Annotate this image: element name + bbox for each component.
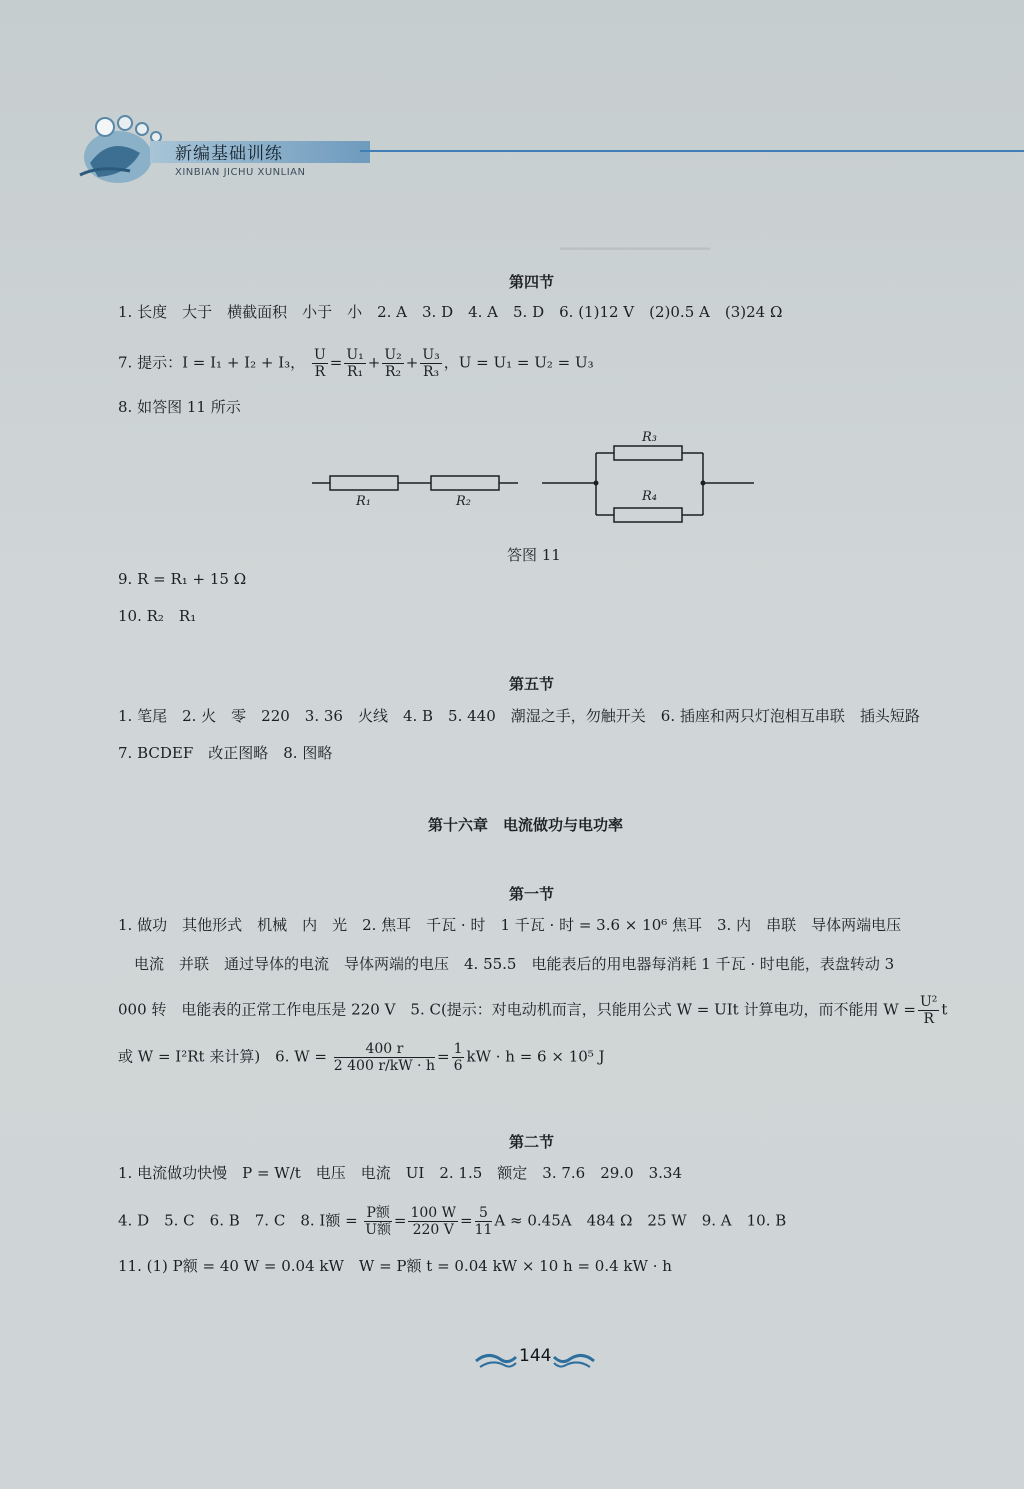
denominator: 11 <box>474 1222 493 1238</box>
numerator: U₃ <box>422 347 440 363</box>
denominator: R₂ <box>384 364 402 380</box>
label-r1: R₁ <box>356 494 371 509</box>
section-heading-2: 第二节 <box>509 1133 555 1151</box>
equals-sign: = <box>436 1047 450 1066</box>
numerator: 5 <box>475 1205 493 1222</box>
answer-text: A ≈ 0.45A 484 Ω 25 W 9. A 10. B <box>494 1211 787 1230</box>
resistor-r3-icon <box>614 446 682 460</box>
fraction <box>382 347 403 380</box>
page-number: 144 <box>519 1346 552 1366</box>
answer-line: 8. 如答图 11 所示 <box>118 398 241 416</box>
denominator: U额 <box>365 1222 392 1238</box>
junction-node-icon <box>701 481 706 486</box>
denominator: R <box>923 1011 934 1027</box>
denominator: R₁ <box>346 364 364 380</box>
answer-line: 1. 长度 大于 横截面积 小于 小 2. A 3. D 4. A 5. D 6. (1)12 V (2)0.5 A (3)24 Ω <box>118 303 783 321</box>
figure-caption: 答图 11 <box>507 546 561 564</box>
section-heading-1: 第一节 <box>509 885 555 903</box>
numerator: 100 W <box>410 1205 457 1221</box>
answer-text: t <box>941 1000 948 1019</box>
denominator: 2 400 r/kW · h <box>333 1058 435 1074</box>
numerator: U₁ <box>346 347 364 363</box>
header-rule <box>360 150 1024 152</box>
resistor-r2-icon <box>431 476 499 490</box>
label-r4: R₄ <box>642 489 657 504</box>
answer-text: 或 W = I²Rt 来计算) 6. W = <box>118 1047 328 1066</box>
section-heading-5: 第五节 <box>509 675 555 693</box>
hint-formula-voltage: ，U = U₁ = U₂ = U₃ <box>443 353 594 372</box>
denominator: R <box>314 364 326 380</box>
answer-line: 电流 并联 通过导体的电流 导体两端的电压 4. 55.5 电能表后的用电器每消耗 1 千瓦 · 时电能，表盘转动 3 <box>134 955 895 973</box>
page-number-ornament <box>470 1343 600 1373</box>
numerator: U² <box>920 994 938 1010</box>
answer-line: 1. 做功 其他形式 机械 内 光 2. 焦耳 千瓦 · 时 1 千瓦 · 时 = 3.6 × 10⁶ 焦耳 3. 内 串联 导体两端电压 <box>118 916 902 934</box>
answer-line: 1. 电流做功快慢 P = W/t 电压 电流 UI 2. 1.5 额定 3. 7.6 29.0 3.34 <box>118 1164 683 1182</box>
resistor-r4-icon <box>614 508 682 522</box>
answer-text: 4. D 5. C 6. B 7. C 8. I额 = <box>118 1211 358 1230</box>
answer-line: 4. D 5. C 6. B 7. C 8. I额 = $\frac{\text{P额}}{\text{U额}}$ = $\frac{100 W}{220 V}$ = $\frac{5}{11}$ A ≈ 0.45A 484 Ω 25 W 9. A 10. B <box>118 1205 787 1238</box>
fraction <box>344 347 365 380</box>
answer-line <box>118 994 947 1027</box>
answer-text: 000 转 电能表的正常工作电压是 220 V 5. C(提示：对电动机而言，只能用公式 W = UIt 计算电功，而不能用 W = <box>118 1000 916 1019</box>
fraction <box>364 1205 391 1238</box>
denominator: 6 <box>453 1058 463 1074</box>
bleed-through-text: ▁▁▁▁▁▁▁▁▁▁▁▁▁ <box>560 232 710 250</box>
numerator: 400 r <box>334 1041 435 1058</box>
book-title: 新编基础训练 <box>175 144 283 164</box>
answer-line: 1. 笔尾 2. 火 零 220 3. 36 火线 4. B 5. 440 潮湿之手，勿触开关 6. 插座和两只灯泡相互串联 插头短路 <box>118 707 920 725</box>
answer-line: 11. (1) P额 = 40 W = 0.04 kW W = P额 t = 0.04 kW × 10 h = 0.4 kW · h <box>118 1257 672 1275</box>
section-heading-4: 第四节 <box>509 273 555 291</box>
circuit-diagram <box>310 425 760 525</box>
answer-line: 9. R = R₁ + 15 Ω <box>118 570 247 588</box>
numerator: P额 <box>366 1205 390 1221</box>
chapter-title: 第十六章 电流做功与电功率 <box>428 816 624 834</box>
resistor-r1-icon <box>330 476 398 490</box>
junction-node-icon <box>594 481 599 486</box>
hint-formula-current: I = I₁ + I₂ + I₃， <box>182 353 306 372</box>
fraction <box>475 1205 493 1238</box>
label-r3: R₃ <box>642 430 657 445</box>
fraction <box>452 1041 465 1074</box>
fraction <box>408 1205 458 1238</box>
fraction <box>420 347 441 380</box>
book-subtitle: XINBIAN JICHU XUNLIAN <box>175 167 306 178</box>
denominator: R₃ <box>422 364 440 380</box>
numerator: 1 <box>453 1041 463 1057</box>
label-r2: R₂ <box>456 494 471 509</box>
answer-line <box>118 1041 605 1074</box>
answer-text: kW · h = 6 × 10⁵ J <box>466 1047 605 1066</box>
answer-line: 7. BCDEF 改正图略 8. 图略 <box>118 744 333 762</box>
fraction <box>918 994 939 1027</box>
fraction <box>334 1041 435 1074</box>
numerator: U₂ <box>384 347 402 363</box>
answer-line-hint: 7. 提示：I = I₁ + I₂ + I₃， $\frac{U}{R}$ = $\frac{\text{U₁}}{\text{R₁}}$ + $\frac{\text{U₂}}{\text{R₂}}$ + $\frac{\text{U₃}}{\text{R₃}}$ ，U = U₁ = U₂ = U₃ <box>118 347 594 380</box>
hint-prefix: 7. 提示： <box>118 353 183 372</box>
numerator: U <box>313 347 326 363</box>
fraction <box>312 347 328 380</box>
answer-line: 10. R₂ R₁ <box>118 607 197 625</box>
denominator: 220 V <box>412 1222 454 1238</box>
